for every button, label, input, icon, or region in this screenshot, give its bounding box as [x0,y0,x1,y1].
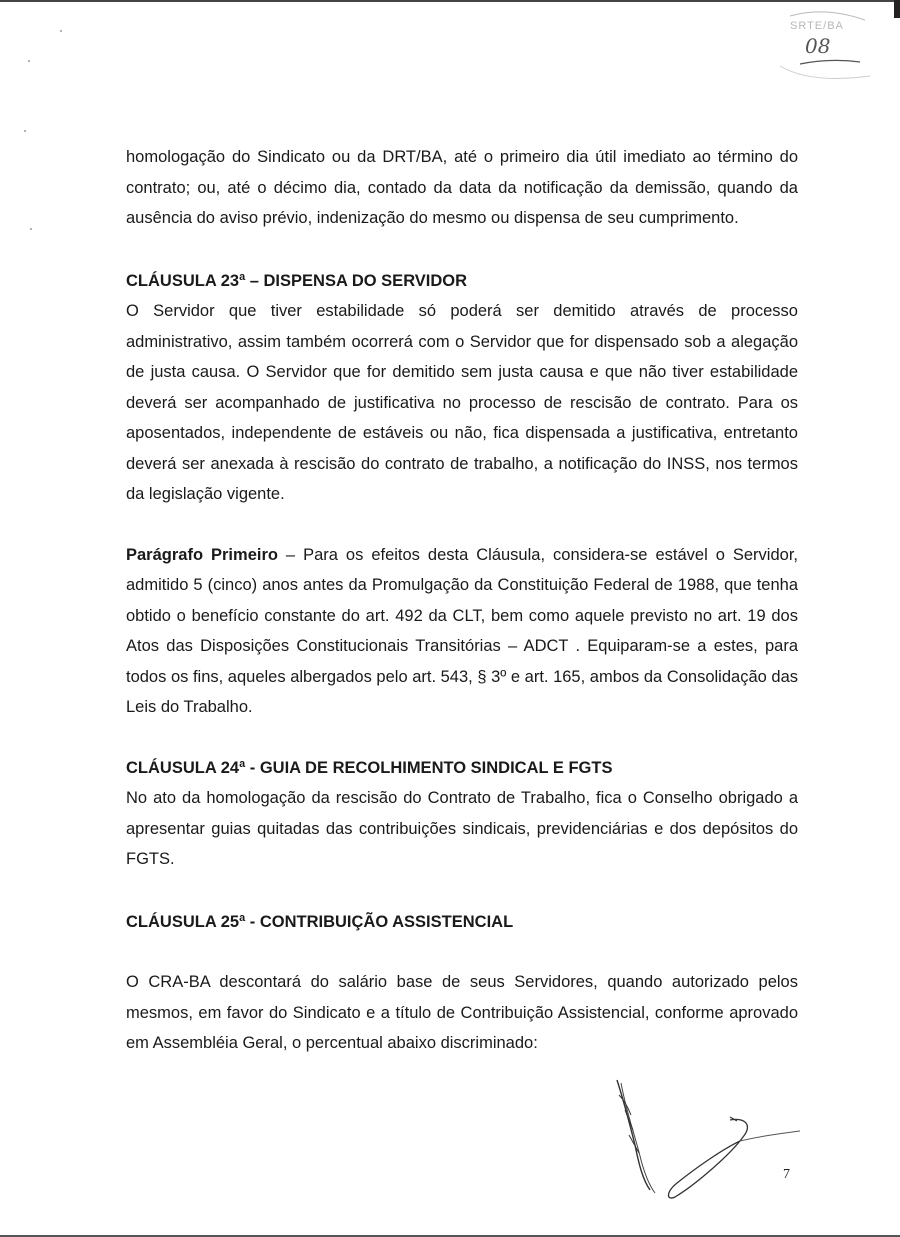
stamp-number: 08 [805,34,831,58]
paragraph-primeiro [126,540,798,723]
clause-23-heading: CLÁUSULA 23ª – DISPENSA DO SERVIDOR [126,271,468,290]
scan-speck [30,228,32,230]
scan-speck [24,130,26,132]
clause-23-body: O Servidor que tiver estabilidade só poderá ser demitido através de processo administrativo, assim também ocorrerá com o Servidor que for dispensado sob a alegação de justa causa. O Servidor que for demitido sem justa causa e que não tiver estabilidade deverá ser acompanhado de justificativa no processo de rescisão de contrato. Para os aposentados, independente de estáveis ou não, fica dispensada a justificativa, entretanto deverá ser anexada à rescisão do contrato de trabalho, a notificação do INSS, nos termos da legislação vigente. [126,302,798,503]
clause-24-heading: CLÁUSULA 24ª - GUIA DE RECOLHIMENTO SINDICAL E FGTS [126,758,613,777]
scan-top-edge [0,0,900,2]
clause-24-body: No ato da homologação da rescisão do Contrato de Trabalho, fica o Conselho obrigado a apresentar guias quitadas das contribuições sindicais, previdenciárias e dos depósitos do FGTS. [126,789,798,868]
page-number: 7 [783,1167,790,1182]
scan-speck [28,60,30,62]
paragraph-primeiro-text: – Para os efeitos desta Cláusula, considera-se estável o Servidor, admitido 5 (cinco) anos antes da Promulgação da Constituição Federal de 1988, que tenha obtido o benefício constante do art. 492 da CLT, bem como aquele previsto no art. 19 dos Atos das Disposições Constitucionais Transitórias – ADCT . Equiparam-se a estes, para todos os fins, aqueles albergados pelo art. 543, § 3º e art. 165, ambos da Consolidação das Leis do Trabalho. [126,545,798,716]
clause-25-heading: CLÁUSULA 25ª - CONTRIBUIÇÃO ASSISTENCIAL [126,912,514,931]
intro-paragraph: homologação do Sindicato ou da DRT/BA, até o primeiro dia útil imediato ao término do contrato; ou, até o décimo dia, contado da data da notificação da demissão, quando da ausência do aviso prévio, indenização do mesmo ou dispensa de seu cumprimento. [126,148,798,227]
document-body [126,142,798,1059]
clause-25-body: O CRA-BA descontará do salário base de seus Servidores, quando autorizado pelos mesmos, em favor do Sindicato e a título de Contribuição Assistencial, conforme aprovado em Assembléia Geral, o percentual abaixo discriminado: [126,973,798,1052]
paragraph-primeiro-label: Parágrafo Primeiro [126,545,278,564]
stamp-label: SRTE/BA [790,20,844,32]
handwritten-signature [605,1075,805,1205]
scan-speck [60,30,62,32]
scan-corner-mark [894,0,900,18]
